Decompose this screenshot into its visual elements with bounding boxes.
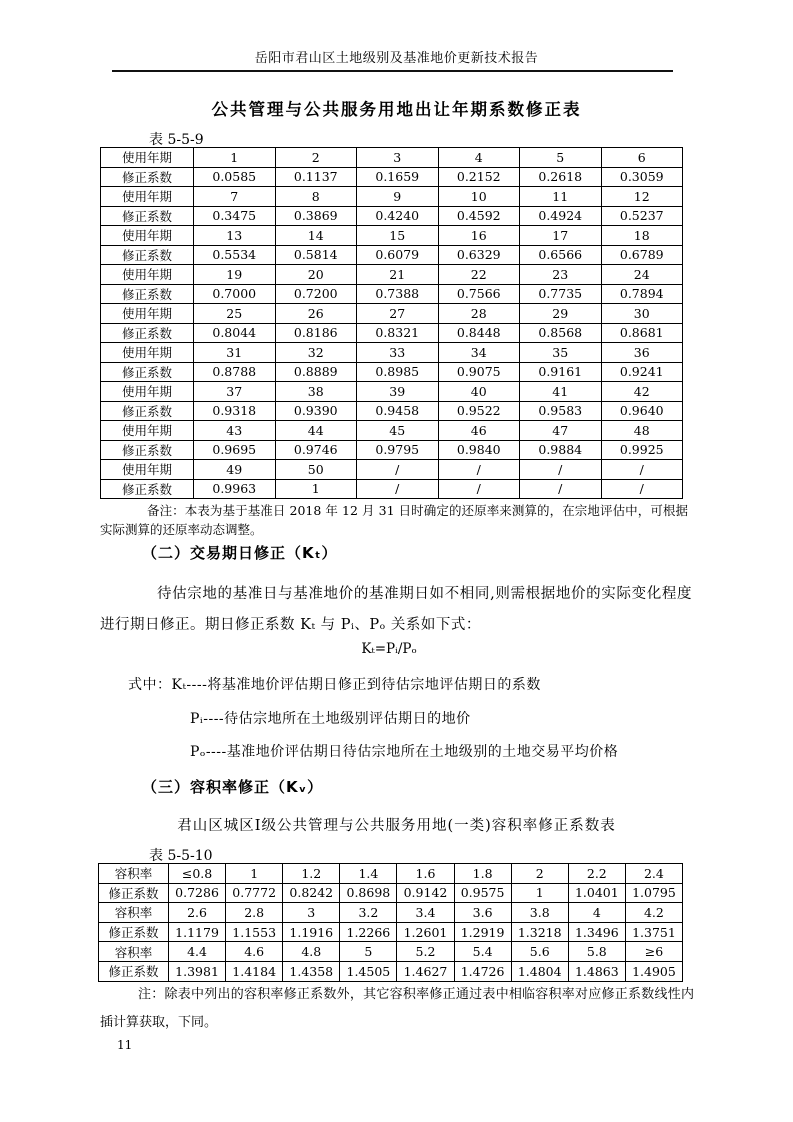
table-row: [101, 148, 683, 168]
table-cell: 46: [438, 421, 520, 441]
table-cell: 0.4240: [357, 206, 439, 226]
formula-legend-line: 式中：Kₜ----将基准地价评估期日修正到待估宗地评估期日的系数: [128, 677, 541, 693]
table-cell: 0.9583: [520, 401, 602, 421]
table-cell: 0.8186: [275, 323, 357, 343]
row-header-cell: 容积率: [99, 903, 169, 923]
table-cell: 0.9840: [438, 440, 520, 460]
table-cell: 2.8: [226, 903, 283, 923]
table-cell: 0.7566: [438, 284, 520, 304]
table-cell: 36: [601, 343, 683, 363]
table-cell: 1.6: [397, 864, 454, 884]
table-cell: 40: [438, 382, 520, 402]
table-cell: 1: [275, 479, 357, 499]
table-cell: 20: [275, 265, 357, 285]
table-cell: 0.9075: [438, 362, 520, 382]
table-cell: 43: [194, 421, 276, 441]
table-cell: 0.5237: [601, 206, 683, 226]
table-cell: 0.9795: [357, 440, 439, 460]
table-row: [99, 922, 683, 942]
table-row: [101, 167, 683, 187]
table-cell: 5.2: [397, 942, 454, 962]
table-cell: 0.3869: [275, 206, 357, 226]
table-cell: 0.9522: [438, 401, 520, 421]
row-header-cell: 使用年期: [101, 382, 194, 402]
table-cell: 1.4804: [511, 961, 568, 981]
table-cell: 7: [194, 187, 276, 207]
table-cell: /: [438, 479, 520, 499]
row-header-cell: 使用年期: [101, 304, 194, 324]
table-row: [101, 284, 683, 304]
table-cell: 0.0585: [194, 167, 276, 187]
table-cell: 0.8242: [283, 883, 340, 903]
table-cell: 2.2: [568, 864, 625, 884]
table-cell: 0.4924: [520, 206, 602, 226]
page-number: 11: [117, 1038, 133, 1052]
table-cell: 22: [438, 265, 520, 285]
table-cell: 12: [601, 187, 683, 207]
table-cell: 0.9161: [520, 362, 602, 382]
table-cell: 3.2: [340, 903, 397, 923]
table-cell: 35: [520, 343, 602, 363]
table-cell: 38: [275, 382, 357, 402]
table-cell: 4.6: [226, 942, 283, 962]
table-cell: 1.2: [283, 864, 340, 884]
table-cell: 0.3059: [601, 167, 683, 187]
table-cell: 17: [520, 226, 602, 246]
table-cell: 0.8788: [194, 362, 276, 382]
table1-note: 备注：本表为基于基准日 2018 年 12 月 31 日时确定的还原率来测算的，在宗地评估中，可根据实际测算的还原率动态调整。: [100, 503, 688, 537]
kt-formula: Kₜ=Pᵢ/Pₒ: [361, 641, 417, 657]
table-cell: 14: [275, 226, 357, 246]
table-cell: 3.8: [511, 903, 568, 923]
table1-title: 公共管理与公共服务用地出让年期系数修正表: [211, 100, 582, 119]
row-header-cell: 修正系数: [101, 479, 194, 499]
table-row: [99, 961, 683, 981]
table-cell: 1.4: [340, 864, 397, 884]
row-header-cell: 修正系数: [101, 167, 194, 187]
table-row: [101, 479, 683, 499]
table-row: [101, 401, 683, 421]
table-cell: 0.8448: [438, 323, 520, 343]
table-cell: 1.4358: [283, 961, 340, 981]
table-cell: 0.9575: [454, 883, 511, 903]
table-cell: 0.2152: [438, 167, 520, 187]
table-cell: 0.7772: [226, 883, 283, 903]
row-header-cell: 修正系数: [99, 922, 169, 942]
row-header-cell: 使用年期: [101, 460, 194, 480]
table-cell: /: [520, 460, 602, 480]
table-cell: 1.3981: [169, 961, 226, 981]
row-header-cell: 修正系数: [101, 206, 194, 226]
table-cell: 15: [357, 226, 439, 246]
table-row: [99, 883, 683, 903]
row-header-cell: 修正系数: [101, 284, 194, 304]
table-row: [99, 903, 683, 923]
table-cell: 4: [568, 903, 625, 923]
table-cell: 11: [520, 187, 602, 207]
table-row: [101, 460, 683, 480]
table-cell: 1.4726: [454, 961, 511, 981]
table-cell: 45: [357, 421, 439, 441]
row-header-cell: 修正系数: [101, 440, 194, 460]
table-cell: 0.7200: [275, 284, 357, 304]
table-cell: 0.9458: [357, 401, 439, 421]
table-cell: 1.2601: [397, 922, 454, 942]
table-cell: 0.6789: [601, 245, 683, 265]
table-cell: /: [520, 479, 602, 499]
table-row: [101, 382, 683, 402]
section-heading-transaction-date: （二）交易期日修正（Kₜ）: [142, 544, 338, 562]
table-cell: 30: [601, 304, 683, 324]
table-cell: 50: [275, 460, 357, 480]
table-cell: 26: [275, 304, 357, 324]
table-cell: 0.8321: [357, 323, 439, 343]
table2-label: 表 5-5-10: [149, 848, 213, 864]
table-cell: 1.0401: [568, 883, 625, 903]
table-cell: 1.3496: [568, 922, 625, 942]
table-cell: 0.6566: [520, 245, 602, 265]
table-cell: 25: [194, 304, 276, 324]
table-cell: 0.8044: [194, 323, 276, 343]
table-cell: /: [357, 479, 439, 499]
row-header-cell: 使用年期: [101, 343, 194, 363]
formula-legend-line: Pᵢ----待估宗地所在土地级别评估期日的地价: [190, 711, 471, 727]
table-cell: 1.0795: [625, 883, 682, 903]
table-cell: 1.2266: [340, 922, 397, 942]
table-row: [101, 304, 683, 324]
table-cell: 44: [275, 421, 357, 441]
table-cell: /: [601, 460, 683, 480]
table-cell: 41: [520, 382, 602, 402]
table-cell: 47: [520, 421, 602, 441]
row-header-cell: 修正系数: [101, 362, 194, 382]
table-cell: 3.4: [397, 903, 454, 923]
table-cell: 0.5814: [275, 245, 357, 265]
table-cell: 2: [275, 148, 357, 168]
table-cell: 1.1179: [169, 922, 226, 942]
table-row: [101, 226, 683, 246]
table-cell: 32: [275, 343, 357, 363]
table-cell: 2.6: [169, 903, 226, 923]
table-cell: 42: [601, 382, 683, 402]
table-cell: 2.4: [625, 864, 682, 884]
table-cell: 19: [194, 265, 276, 285]
table-cell: /: [601, 479, 683, 499]
table-cell: 29: [520, 304, 602, 324]
table-cell: 0.8889: [275, 362, 357, 382]
table-cell: 1.2919: [454, 922, 511, 942]
table-cell: 0.9925: [601, 440, 683, 460]
table-cell: 1.4905: [625, 961, 682, 981]
table-cell: 5.4: [454, 942, 511, 962]
table-cell: 1.1553: [226, 922, 283, 942]
table1-label: 表 5-5-9: [149, 132, 204, 148]
row-header-cell: 修正系数: [99, 961, 169, 981]
table-cell: 0.6079: [357, 245, 439, 265]
table-cell: 49: [194, 460, 276, 480]
table-cell: 0.8985: [357, 362, 439, 382]
table-cell: 1: [226, 864, 283, 884]
table-cell: 4.4: [169, 942, 226, 962]
table-row: [101, 265, 683, 285]
table-cell: 16: [438, 226, 520, 246]
table-cell: 5.6: [511, 942, 568, 962]
table-row: [101, 440, 683, 460]
table-cell: 3: [357, 148, 439, 168]
row-header-cell: 使用年期: [101, 226, 194, 246]
table-row: [101, 187, 683, 207]
table-cell: 4.2: [625, 903, 682, 923]
table-cell: 1.4627: [397, 961, 454, 981]
table-cell: 31: [194, 343, 276, 363]
table-cell: 0.7894: [601, 284, 683, 304]
table-row: [99, 864, 683, 884]
table-cell: 0.9884: [520, 440, 602, 460]
year-coefficient-table: [100, 147, 683, 499]
table-cell: 8: [275, 187, 357, 207]
table-cell: 0.8681: [601, 323, 683, 343]
table-cell: 0.7286: [169, 883, 226, 903]
table-row: [101, 362, 683, 382]
table2-note: 注：除表中列出的容积率修正系数外，其它容积率修正通过表中相临容积率对应修正系数线性内插计算获取，下同。: [100, 987, 694, 1030]
table-cell: 48: [601, 421, 683, 441]
table-cell: 0.9640: [601, 401, 683, 421]
table-cell: 1.4184: [226, 961, 283, 981]
table-cell: 18: [601, 226, 683, 246]
table-cell: 0.9241: [601, 362, 683, 382]
table-cell: 6: [601, 148, 683, 168]
table-cell: 34: [438, 343, 520, 363]
table-cell: 1.4505: [340, 961, 397, 981]
row-header-cell: 使用年期: [101, 148, 194, 168]
plot-ratio-table: [98, 863, 683, 982]
row-header-cell: 使用年期: [101, 421, 194, 441]
table-cell: 0.9142: [397, 883, 454, 903]
table-row: [101, 421, 683, 441]
row-header-cell: 使用年期: [101, 187, 194, 207]
table-cell: 0.7735: [520, 284, 602, 304]
table-cell: 1.3218: [511, 922, 568, 942]
table-cell: 39: [357, 382, 439, 402]
table-cell: 27: [357, 304, 439, 324]
table-cell: 0.9390: [275, 401, 357, 421]
transaction-date-paragraph: 待估宗地的基准日与基准地价的基准期日如不相同,则需根据地价的实际变化程度进行期日修正。期日修正系数 Kₜ 与 Pᵢ、Pₒ 关系如下式：: [100, 586, 692, 633]
table-cell: 0.3475: [194, 206, 276, 226]
table-cell: 1: [511, 883, 568, 903]
formula-legend-line: Pₒ----基准地价评估期日待估宗地所在土地级别的土地交易平均价格: [190, 744, 619, 760]
table-row: [101, 245, 683, 265]
table-cell: 33: [357, 343, 439, 363]
row-header-cell: 使用年期: [101, 265, 194, 285]
table-cell: 10: [438, 187, 520, 207]
table-cell: 24: [601, 265, 683, 285]
table-cell: 0.4592: [438, 206, 520, 226]
table-cell: 0.5534: [194, 245, 276, 265]
table-cell: 5: [340, 942, 397, 962]
table-cell: 0.9746: [275, 440, 357, 460]
table-cell: 1.4863: [568, 961, 625, 981]
table-cell: 4: [438, 148, 520, 168]
table-row: [101, 323, 683, 343]
row-header-cell: 容积率: [99, 942, 169, 962]
table-row: [99, 942, 683, 962]
table-row: [101, 206, 683, 226]
table-cell: 0.8568: [520, 323, 602, 343]
table-cell: 0.6329: [438, 245, 520, 265]
table-cell: 1.8: [454, 864, 511, 884]
table-cell: /: [438, 460, 520, 480]
table-cell: 2: [511, 864, 568, 884]
row-header-cell: 容积率: [99, 864, 169, 884]
table-cell: 0.7000: [194, 284, 276, 304]
table-cell: 5.8: [568, 942, 625, 962]
table-cell: 0.9963: [194, 479, 276, 499]
table-cell: 13: [194, 226, 276, 246]
table-cell: 1.3751: [625, 922, 682, 942]
table-cell: ≥6: [625, 942, 682, 962]
row-header-cell: 修正系数: [101, 245, 194, 265]
table-cell: 0.8698: [340, 883, 397, 903]
table-cell: 0.7388: [357, 284, 439, 304]
table-cell: 0.9318: [194, 401, 276, 421]
table-cell: 21: [357, 265, 439, 285]
table-row: [101, 343, 683, 363]
report-header-title: 岳阳市君山区土地级别及基准地价更新技术报告: [254, 51, 539, 66]
table-cell: 1.1916: [283, 922, 340, 942]
table-cell: ≤0.8: [169, 864, 226, 884]
table-cell: 4.8: [283, 942, 340, 962]
table-cell: 0.1137: [275, 167, 357, 187]
table-cell: 5: [520, 148, 602, 168]
table-cell: 9: [357, 187, 439, 207]
table-cell: 3: [283, 903, 340, 923]
table-cell: 0.9695: [194, 440, 276, 460]
table-cell: 1: [194, 148, 276, 168]
table-cell: 37: [194, 382, 276, 402]
table2-title: 君山区城区Ⅰ级公共管理与公共服务用地(一类)容积率修正系数表: [177, 818, 616, 834]
section-heading-plot-ratio: （三）容积率修正（Kᵥ）: [142, 778, 324, 796]
table-cell: 3.6: [454, 903, 511, 923]
table-cell: /: [357, 460, 439, 480]
table-cell: 28: [438, 304, 520, 324]
row-header-cell: 修正系数: [101, 323, 194, 343]
table-cell: 23: [520, 265, 602, 285]
table-cell: 0.2618: [520, 167, 602, 187]
row-header-cell: 修正系数: [99, 883, 169, 903]
table-cell: 0.1659: [357, 167, 439, 187]
row-header-cell: 修正系数: [101, 401, 194, 421]
header-rule: [112, 70, 673, 72]
